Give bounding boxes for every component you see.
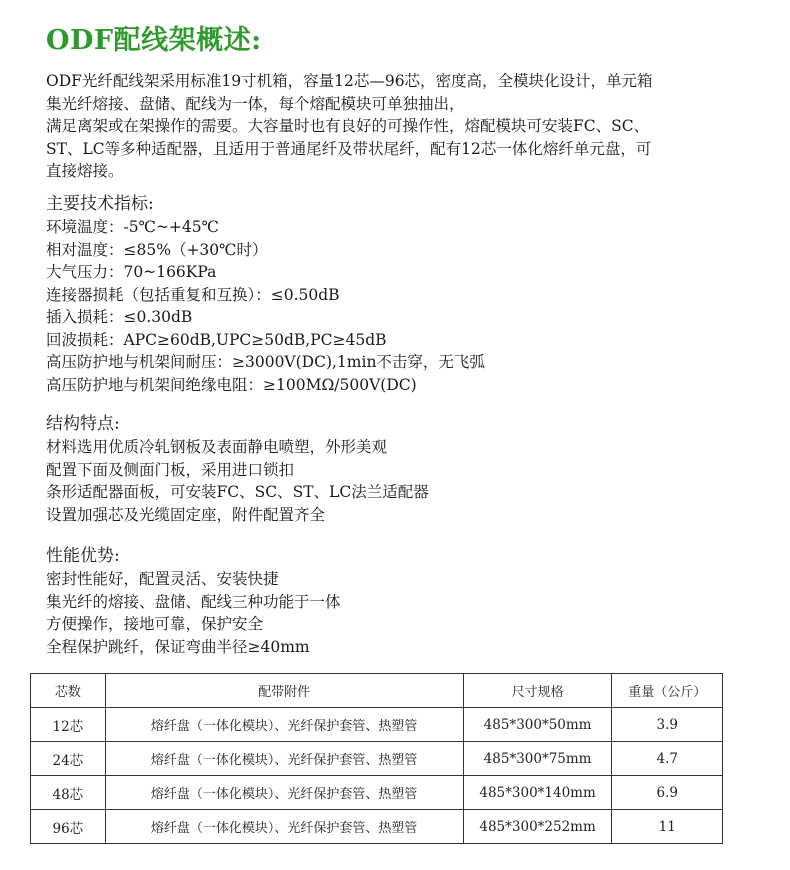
- header-dimensions: 尺寸规格: [463, 674, 612, 708]
- cell-weight: 4.7: [612, 742, 723, 776]
- advantages-heading: 性能优势:: [46, 546, 120, 566]
- intro-line: 满足离架或在架操作的需要。大容量时也有良好的可操作性，熔配模块可安装FC、SC、: [46, 117, 650, 135]
- table-header-row: [31, 674, 723, 708]
- structure-section: [46, 412, 766, 526]
- structure-item: 设置加强芯及光缆固定座，附件配置齐全: [46, 505, 326, 524]
- page-title: ODF配线架概述:: [46, 25, 262, 56]
- cell-weight: 6.9: [612, 776, 723, 810]
- advantage-item: 全程保护跳纤，保证弯曲半径≥40mm: [46, 637, 310, 656]
- intro-paragraph: [46, 70, 766, 183]
- header-accessories: 配带附件: [105, 674, 463, 708]
- spec-item: 相对温度：≤85%（+30℃时）: [46, 240, 268, 259]
- cell-dimensions: 485*300*75mm: [463, 742, 612, 776]
- cell-cores: 96芯: [31, 810, 106, 844]
- advantage-item: 方便操作，接地可靠，保护安全: [46, 615, 264, 633]
- structure-item: 配置下面及侧面门板，采用进口锁扣: [46, 460, 295, 479]
- cell-dimensions: 485*300*50mm: [463, 708, 612, 742]
- spec-item: 高压防护地与机架间绝缘电阻：≥100MΩ/500V(DC): [46, 375, 417, 394]
- structure-item: 材料选用优质冷轧钢板及表面静电喷塑，外形美观: [46, 438, 388, 456]
- specs-heading: 主要技术指标:: [46, 194, 154, 214]
- table-row: [31, 776, 723, 810]
- cell-cores: 24芯: [31, 742, 106, 776]
- structure-item: 条形适配器面板，可安装FC、SC、ST、LC法兰适配器: [46, 483, 429, 501]
- cell-accessories: 熔纤盘（一体化模块）、光纤保护套管、热塑管: [105, 708, 463, 742]
- spec-item: 插入损耗：≤0.30dB: [46, 308, 193, 326]
- spec-item: 回波损耗：APC≥60dB,UPC≥50dB,PC≥45dB: [46, 330, 387, 349]
- cell-weight: 3.9: [612, 708, 723, 742]
- spec-table: [30, 673, 723, 844]
- cell-accessories: 熔纤盘（一体化模块）、光纤保护套管、热塑管: [105, 776, 463, 810]
- table-row: [31, 810, 723, 844]
- cell-accessories: 熔纤盘（一体化模块）、光纤保护套管、热塑管: [105, 810, 463, 844]
- intro-line: 直接熔接。: [46, 162, 124, 180]
- cell-dimensions: 485*300*140mm: [463, 776, 612, 810]
- advantage-item: 密封性能好，配置灵活、安装快捷: [46, 570, 279, 588]
- cell-cores: 48芯: [31, 776, 106, 810]
- intro-line: ODF光纤配线架采用标准19寸机箱，容量12芯—96芯，密度高，全模块化设计，单元箱: [46, 72, 653, 90]
- cell-accessories: 熔纤盘（一体化模块）、光纤保护套管、热塑管: [105, 742, 463, 776]
- advantages-section: [46, 544, 766, 658]
- cell-weight: 11: [612, 810, 723, 844]
- table-row: [31, 742, 723, 776]
- cell-dimensions: 485*300*252mm: [463, 810, 612, 844]
- cell-cores: 12芯: [31, 708, 106, 742]
- specs-section: [46, 192, 766, 396]
- header-weight: 重量（公斤）: [612, 674, 723, 708]
- spec-item: 大气压力：70~166KPa: [46, 263, 217, 281]
- advantage-item: 集光纤的熔接、盘储、配线三种功能于一体: [46, 592, 341, 611]
- intro-line: ST、LC等多种适配器，且适用于普通尾纤及带状尾纤，配有12芯一体化熔纤单元盘，可: [46, 139, 652, 158]
- spec-item: 环境温度：-5℃~+45℃: [46, 218, 219, 236]
- structure-heading: 结构特点:: [46, 414, 120, 434]
- header-cores: 芯数: [31, 674, 106, 708]
- spec-item: 连接器损耗（包括重复和互换）：≤0.50dB: [46, 285, 340, 304]
- intro-line: 集光纤熔接、盘储、配线为一体，每个熔配模块可单独抽出，: [46, 94, 465, 113]
- spec-item: 高压防护地与机架间耐压：≥3000V(DC),1min不击穿，无飞弧: [46, 353, 485, 371]
- table-row: [31, 708, 723, 742]
